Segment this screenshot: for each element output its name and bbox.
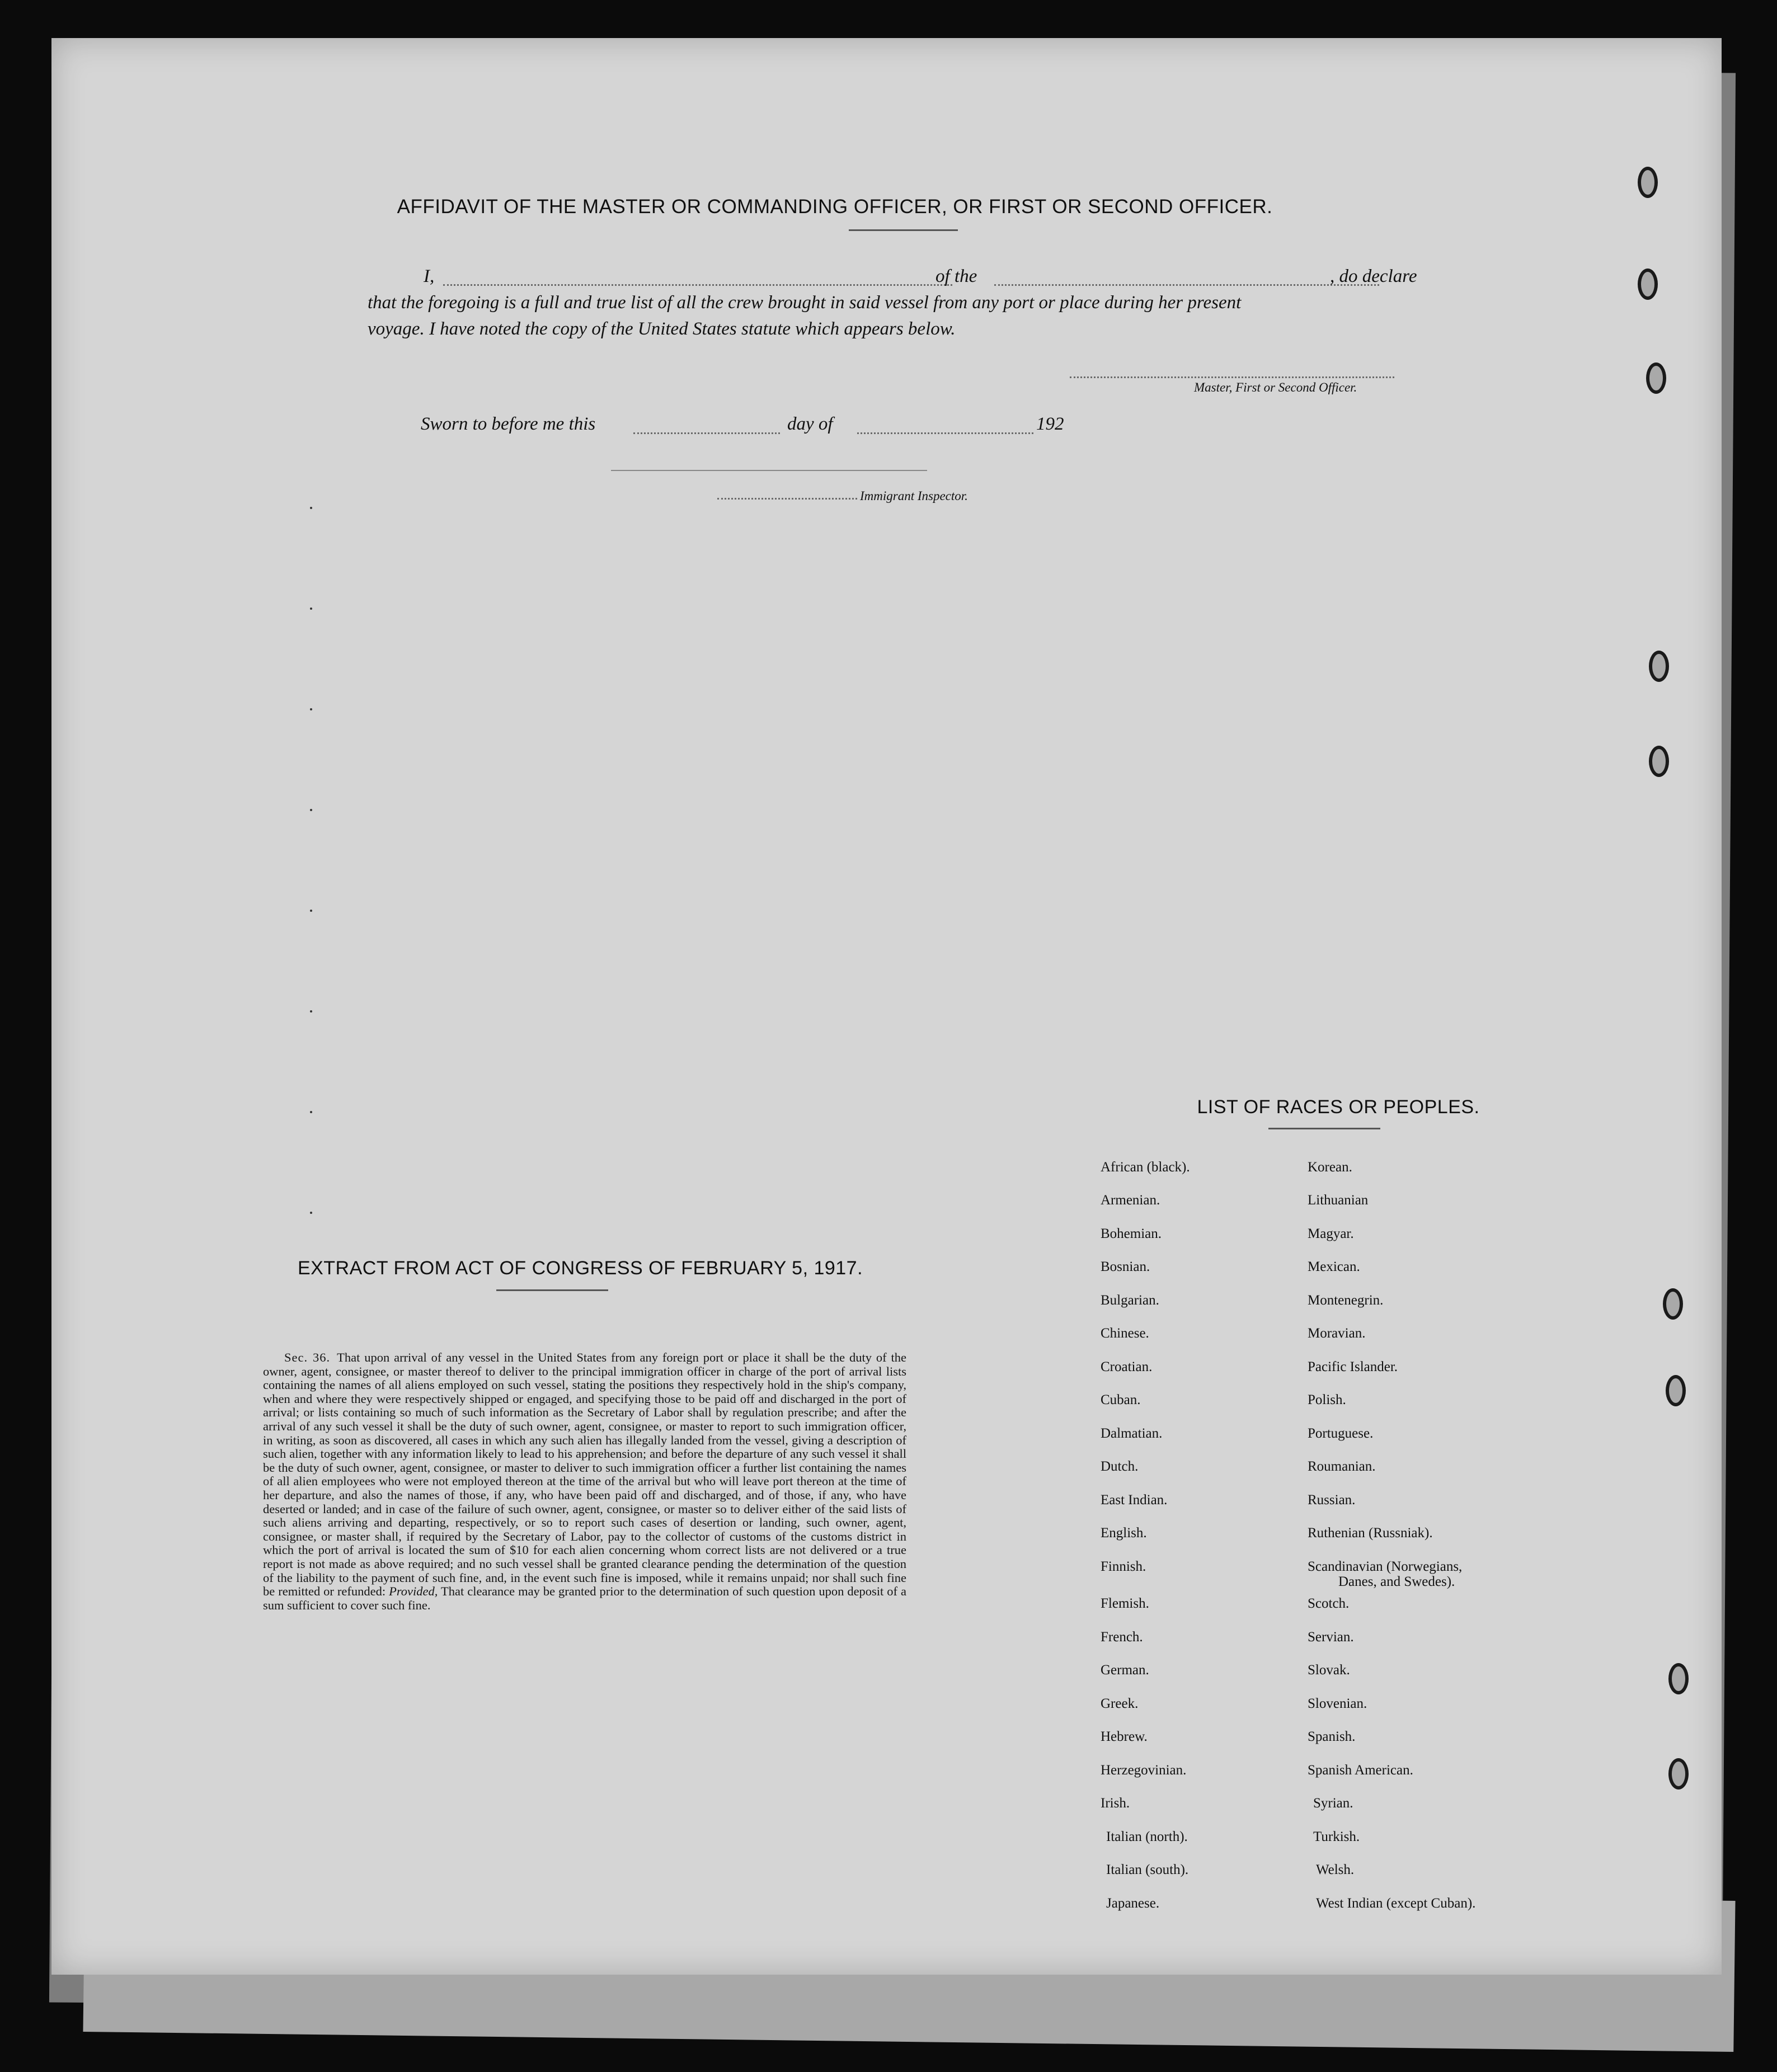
race-right-item: Syrian. <box>1313 1796 1353 1811</box>
race-right-item: Moravian. <box>1308 1326 1366 1341</box>
master-signature-line[interactable] <box>1070 376 1394 378</box>
margin-tick <box>310 507 312 509</box>
race-left-item: Japanese. <box>1106 1896 1160 1911</box>
race-right-item: Slovenian. <box>1308 1696 1367 1711</box>
race-right-item: Ruthenian (Russniak). <box>1308 1525 1433 1541</box>
race-left-item: Hebrew. <box>1101 1729 1148 1744</box>
race-left-item: Greek. <box>1101 1696 1139 1711</box>
race-right-item: Roumanian. <box>1308 1459 1376 1474</box>
section-36-provided: Provided, <box>389 1584 438 1599</box>
name-blank[interactable] <box>443 284 952 286</box>
race-left-item: Dalmatian. <box>1101 1426 1163 1441</box>
extract-title-rule <box>496 1289 608 1291</box>
affidavit-i-label: I, <box>424 266 435 286</box>
race-left-item: Irish. <box>1101 1796 1130 1811</box>
race-left-item: Finnish. <box>1101 1559 1146 1574</box>
race-left-item: Italian (south). <box>1106 1862 1189 1877</box>
binder-hole-icon <box>1649 651 1669 682</box>
affidavit-line-2: that the foregoing is a full and true list of all the crew brought in said vessel from any port or place during her present <box>368 293 1242 313</box>
binder-hole-icon <box>1668 1758 1689 1790</box>
races-title: LIST OF RACES OR PEOPLES. <box>1197 1096 1480 1118</box>
race-right-item: Portuguese. <box>1308 1426 1374 1441</box>
margin-tick <box>310 708 312 710</box>
race-right-item: Russian. <box>1308 1492 1356 1508</box>
race-left-item: Bosnian. <box>1101 1259 1150 1274</box>
race-left-item: Bohemian. <box>1101 1226 1162 1241</box>
binder-hole-icon <box>1666 1375 1686 1406</box>
race-right-item: Korean. <box>1308 1160 1352 1175</box>
race-left-item: Herzegovinian. <box>1101 1763 1187 1778</box>
race-right-item: Danes, and Swedes). <box>1338 1574 1455 1589</box>
form-page <box>51 38 1722 1975</box>
race-right-item: Spanish American. <box>1308 1763 1413 1778</box>
binder-hole-icon <box>1646 362 1666 394</box>
race-right-item: Welsh. <box>1316 1862 1355 1877</box>
race-left-item: Italian (north). <box>1106 1829 1188 1844</box>
race-right-item: Lithuanian <box>1308 1193 1369 1208</box>
race-right-item: West Indian (except Cuban). <box>1316 1896 1476 1911</box>
margin-tick <box>310 608 312 610</box>
binder-hole-icon <box>1668 1663 1689 1694</box>
section-36-label: Sec. 36. <box>284 1350 331 1364</box>
binder-hole-icon <box>1663 1288 1683 1320</box>
master-signature-label: Master, First or Second Officer. <box>1194 380 1357 394</box>
race-right-item: Spanish. <box>1308 1729 1356 1744</box>
race-left-item: Flemish. <box>1101 1596 1149 1611</box>
inspector-label: Immigrant Inspector. <box>860 489 968 503</box>
race-right-item: Scotch. <box>1308 1596 1350 1611</box>
race-right-item: Polish. <box>1308 1392 1346 1407</box>
binder-hole-icon <box>1649 746 1669 777</box>
affidavit-title-rule <box>849 229 958 231</box>
race-left-item: French. <box>1101 1630 1143 1645</box>
month-blank[interactable] <box>857 432 1033 434</box>
affidavit-title: AFFIDAVIT OF THE MASTER OR COMMANDING OFFICER, OR FIRST OR SECOND OFFICER. <box>397 196 1273 218</box>
year-label: 192 <box>1036 414 1064 434</box>
day-blank[interactable] <box>633 432 780 434</box>
race-left-item: Cuban. <box>1101 1392 1141 1407</box>
affidavit-of-the-label: of the <box>935 266 977 286</box>
binder-hole-icon <box>1638 269 1658 300</box>
race-left-item: Dutch. <box>1101 1459 1139 1474</box>
race-left-item: English. <box>1101 1525 1147 1541</box>
section-36-part-2: That clearance may be granted prior to the determination of such question upon deposit of a sum sufficient to cover such fine. <box>263 1584 907 1612</box>
extract-title: EXTRACT FROM ACT OF CONGRESS OF FEBRUARY 5, 1917. <box>297 1258 863 1279</box>
affidavit-line-3: voyage. I have noted the copy of the United States statute which appears below. <box>368 319 956 339</box>
race-right-item: Mexican. <box>1308 1259 1360 1274</box>
race-left-item: Bulgarian. <box>1101 1293 1159 1308</box>
race-left-item: East Indian. <box>1101 1492 1168 1508</box>
affidavit-do-declare-label: , do declare <box>1330 266 1417 286</box>
margin-tick <box>310 1010 312 1013</box>
sworn-label: Sworn to before me this <box>421 414 596 434</box>
binder-hole-icon <box>1638 167 1658 198</box>
race-right-item: Magyar. <box>1308 1226 1354 1241</box>
section-36-part-1: That upon arrival of any vessel in the United States from any foreign port or place it shall be the duty of the owner, agent, consignee, or master thereof to deliver to the principal immigration officer in charge of the port of arrival lists containing the names of all aliens employed on such vessel, stating the positions they respectively hold in the ship's company, when and where they were respectively shipped or engaged, and specifying those to be paid off and discharged in the port of arrival; or lists containing so much of such information as the Secretary of Labor shall by regulation prescribe; and after the arrival of any such vessel it shall be the duty of such owner, agent, consignee, or master to report to such immigration officer, in writing, as soon as discovered, all cases in which any such alien has illegally landed from the vessel, giving a description of such alien, together with any information likely to lead to his apprehension; and before the departure of any such vessel it shall be the duty of such owner, agent, consignee, or master to deliver to such immigration officer a further list containing the names of all alien employees who were not employed thereon at the time of the arrival but who will leave port thereon at the time of her departure, and also the names of those, if any, who have been paid off and discharged, and of those, if any, who have deserted or landed; and in case of the failure of such owner, agent, consignee, or master so to deliver either of the said lists of such aliens arriving and departing, respectively, or so to report such cases of desertion or landing, such owner, agent, consignee, or master shall, if required by the Secretary of Labor, pay to the collector of customs of the customs district in which the port of arrival is located the sum of $10 for each alien concerning whom correct lists are not delivered or a true report is not made as above required; and no such vessel shall be granted clearance pending the determination of the question of the liability to the payment of such fine, and, in the event such fine is imposed, while it remains unpaid; nor shall such fine be remitted or refunded: <box>263 1350 906 1599</box>
race-left-item: Armenian. <box>1101 1193 1160 1208</box>
race-right-item: Servian. <box>1308 1630 1354 1645</box>
section-36-text <box>263 1351 906 1612</box>
margin-tick <box>310 809 312 811</box>
race-left-item: German. <box>1101 1663 1149 1678</box>
race-right-item: Scandinavian (Norwegians, <box>1308 1559 1463 1574</box>
races-title-rule <box>1268 1128 1380 1129</box>
inspector-signature-line[interactable] <box>611 470 927 471</box>
margin-tick <box>310 1111 312 1113</box>
race-right-item: Montenegrin. <box>1308 1293 1384 1308</box>
margin-tick <box>310 1212 312 1214</box>
race-right-item: Pacific Islander. <box>1308 1359 1398 1374</box>
race-left-item: African (black). <box>1101 1160 1190 1175</box>
day-of-label: day of <box>787 414 833 434</box>
margin-tick <box>310 910 312 912</box>
race-right-item: Slovak. <box>1308 1663 1350 1678</box>
inspector-dotted-line <box>717 498 857 500</box>
race-left-item: Chinese. <box>1101 1326 1149 1341</box>
race-left-item: Croatian. <box>1101 1359 1153 1374</box>
vessel-blank[interactable] <box>994 284 1379 286</box>
race-right-item: Turkish. <box>1313 1829 1360 1844</box>
